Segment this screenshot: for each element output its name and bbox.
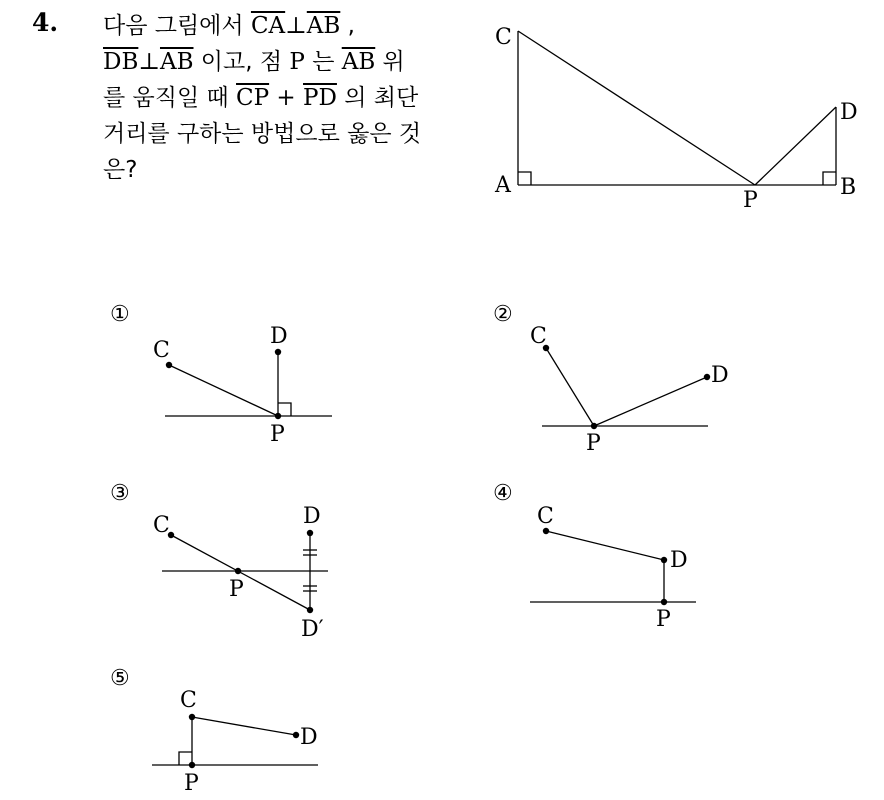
right-angle-mark-b <box>823 172 836 185</box>
segment-cp-line <box>518 31 755 185</box>
question-line-5: 은? <box>103 157 138 183</box>
choice-5-point-d <box>293 732 299 738</box>
choice-4-cd-line <box>546 531 664 560</box>
choice-4-marker: ④ <box>493 481 513 506</box>
segment-pd: $\overline{PD}$ <box>303 85 337 111</box>
segment-cp: $\overline{CP}$ <box>236 85 270 111</box>
choice-4 <box>493 481 696 632</box>
main-label-c: C <box>495 25 512 50</box>
question-line-4: 거리를 구하는 방법으로 옳은 것 <box>103 121 422 147</box>
question-number: 4. <box>32 8 59 37</box>
choice-1-point-d <box>275 349 281 355</box>
choice-2-label-c: C <box>530 324 547 349</box>
choice-4-label-c: C <box>537 504 554 529</box>
choice-1-point-p <box>275 413 281 419</box>
choice-1-label-p: P <box>270 422 285 447</box>
choice-5 <box>110 666 318 796</box>
choice-1-label-d: D <box>270 324 288 349</box>
plus-symbol: + <box>269 85 304 111</box>
perp-symbol: ⊥ <box>138 49 160 75</box>
choice-5-label-c: C <box>180 688 197 713</box>
choice-2-label-p: P <box>586 431 601 456</box>
choice-3 <box>110 481 328 642</box>
choice-3-label-d: D <box>303 504 321 529</box>
choice-2-point-p <box>591 423 597 429</box>
choice-4-label-p: P <box>656 607 671 632</box>
text-segment: , <box>340 13 355 39</box>
segment-ab: $\overline{AB}$ <box>306 13 341 39</box>
choice-2-marker: ② <box>493 302 513 327</box>
segment-ab: $\overline{AB}$ <box>341 49 376 75</box>
segment-ca: $\overline{CA}$ <box>250 13 286 39</box>
point-p-label: P <box>289 49 305 75</box>
choice-2 <box>493 302 729 456</box>
segment-db: $\overline{DB}$ <box>103 49 139 75</box>
choice-5-label-d: D <box>300 725 318 750</box>
main-label-a: A <box>495 173 511 198</box>
choice-1 <box>110 302 332 447</box>
perp-symbol: ⊥ <box>285 13 307 39</box>
segment-ab: $\overline{AB}$ <box>159 49 194 75</box>
text-segment: 이고, 점 <box>193 49 290 75</box>
main-label-d: D <box>840 100 858 125</box>
main-figure <box>518 31 836 185</box>
choice-2-point-d <box>704 374 710 380</box>
choice-5-point-p <box>189 762 195 768</box>
text-segment: 다음 그림에서 <box>103 13 251 39</box>
choice-5-label-p: P <box>184 771 199 796</box>
main-label-p: P <box>743 188 758 213</box>
choice-4-label-d: D <box>670 548 688 573</box>
choice-2-cp-line <box>546 348 594 426</box>
choice-1-label-c: C <box>153 338 170 363</box>
text-segment: 를 움직일 때 <box>103 85 237 111</box>
segment-pd-line <box>755 107 836 185</box>
choice-4-point-d <box>661 557 667 563</box>
choice-3-point-d-prime <box>307 607 313 613</box>
text-segment: 는 <box>304 49 342 75</box>
text-segment: 위 <box>375 49 405 75</box>
main-label-b: B <box>840 175 857 200</box>
right-angle-mark-a <box>518 172 531 185</box>
choice-4-point-p <box>661 599 667 605</box>
choice-3-label-c: C <box>153 513 170 538</box>
choice-2-pd-line <box>594 377 707 426</box>
choice-5-marker: ⑤ <box>110 666 130 691</box>
choice-1-cp-line <box>169 365 278 416</box>
choice-3-label-p: P <box>229 577 244 602</box>
choice-5-point-c <box>189 714 195 720</box>
choice-3-label-d-prime: D′ <box>301 617 324 642</box>
choice-3-point-p <box>235 568 241 574</box>
choice-3-marker: ③ <box>110 481 130 506</box>
choice-3-point-d <box>307 530 313 536</box>
text-segment: 의 최단 <box>336 85 419 111</box>
choice-2-label-d: D <box>711 363 729 388</box>
choice-1-marker: ① <box>110 302 130 327</box>
choice-5-cd-line <box>192 717 296 735</box>
